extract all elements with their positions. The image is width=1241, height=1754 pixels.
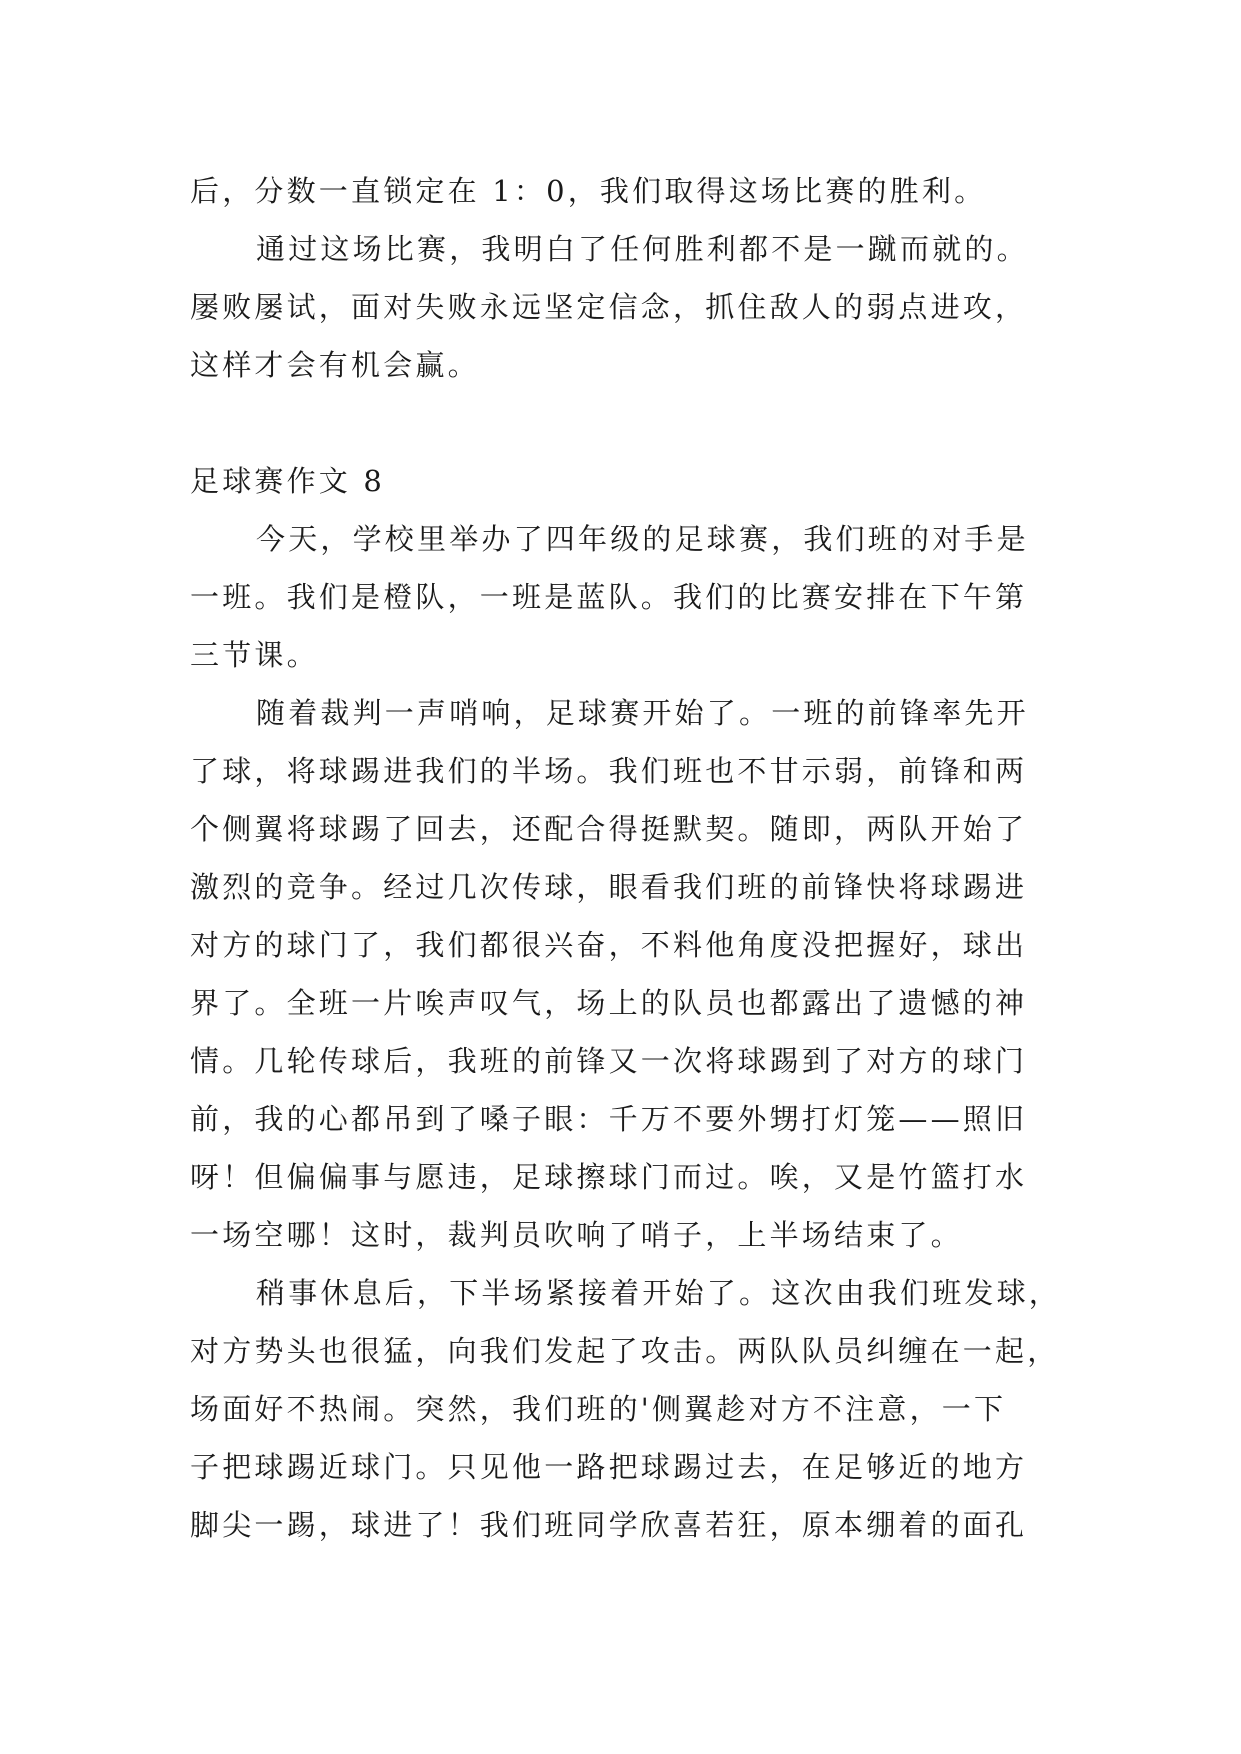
- paragraph-line: 这样才会有机会赢。: [190, 348, 480, 382]
- paragraph-line: 后，分数一直锁定在 1：0，我们取得这场比赛的胜利。: [190, 174, 987, 208]
- paragraph-line: 呀！但偏偏事与愿违，足球擦球门而过。唉，又是竹篮打水: [190, 1160, 1028, 1194]
- paragraph-line: 一场空哪！这时，裁判员吹响了哨子，上半场结束了。: [190, 1218, 963, 1252]
- paragraph-line: 脚尖一踢，球进了！我们班同学欣喜若狂，原本绷着的面孔: [190, 1508, 1028, 1542]
- paragraph-line: 稍事休息后，下半场紧接着开始了。这次由我们班发球，: [256, 1276, 1062, 1310]
- paragraph-line: 情。几轮传球后，我班的前锋又一次将球踢到了对方的球门: [190, 1044, 1028, 1078]
- paragraph-line: 屡败屡试，面对失败永远坚定信念，抓住敌人的弱点进攻，: [190, 290, 1028, 324]
- paragraph-line: 激烈的竞争。经过几次传球，眼看我们班的前锋快将球踢进: [190, 870, 1028, 904]
- paragraph-line: 三节课。: [190, 638, 319, 672]
- paragraph-line: 子把球踢近球门。只见他一路把球踢过去，在足够近的地方: [190, 1450, 1028, 1484]
- previous-essay-ending: [190, 162, 1070, 394]
- paragraph-line: 通过这场比赛，我明白了任何胜利都不是一蹴而就的。: [256, 232, 1029, 266]
- paragraph-line: 一班。我们是橙队，一班是蓝队。我们的比赛安排在下午第: [190, 580, 1028, 614]
- section-heading-block: [190, 452, 1070, 510]
- paragraph-line: 今天，学校里举办了四年级的足球赛，我们班的对手是: [256, 522, 1029, 556]
- paragraph-line: 对方势头也很猛，向我们发起了攻击。两队队员纠缠在一起，: [190, 1334, 1060, 1368]
- paragraph-line: 了球，将球踢进我们的半场。我们班也不甘示弱，前锋和两: [190, 754, 1028, 788]
- section-title: 足球赛作文 8: [190, 464, 386, 498]
- paragraph-line: 对方的球门了，我们都很兴奋，不料他角度没把握好，球出: [190, 928, 1028, 962]
- paragraph-line: 界了。全班一片唉声叹气，场上的队员也都露出了遗憾的神: [190, 986, 1028, 1020]
- essay-body: [190, 510, 1070, 1554]
- paragraph-line: 场面好不热闹。突然，我们班的'侧翼趁对方不注意，一下: [190, 1392, 1007, 1426]
- paragraph-line: 个侧翼将球踢了回去，还配合得挺默契。随即，两队开始了: [190, 812, 1028, 846]
- paragraph-line: 随着裁判一声哨响，足球赛开始了。一班的前锋率先开: [256, 696, 1029, 730]
- paragraph-line: 前，我的心都吊到了嗓子眼：千万不要外甥打灯笼——照旧: [190, 1102, 1028, 1136]
